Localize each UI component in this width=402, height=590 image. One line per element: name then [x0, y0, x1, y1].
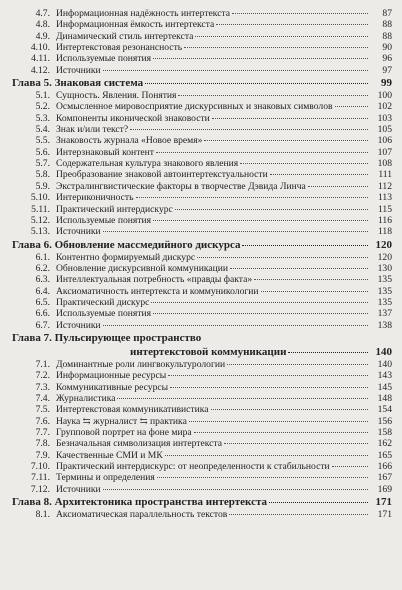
section-title: Интеллектуальная потребность «правды факта» — [56, 274, 253, 286]
page-number: 130 — [377, 262, 392, 274]
section-number: 8.1. — [35, 509, 50, 521]
page-number: 103 — [377, 112, 392, 124]
dot-leader — [153, 220, 368, 221]
dot-leader — [153, 58, 368, 59]
section-number: 5.11. — [31, 203, 50, 215]
page-number: 120 — [375, 238, 392, 251]
dot-leader — [165, 455, 368, 456]
dot-leader — [227, 364, 368, 365]
dot-leader — [157, 477, 368, 478]
toc-entry — [10, 404, 392, 415]
section-title: Групповой портрет на фоне мира — [56, 427, 192, 438]
section-number: 5.12. — [30, 214, 50, 226]
section-number: 5.3. — [35, 112, 50, 124]
section-number: 4.12. — [30, 64, 50, 76]
dot-leader — [224, 443, 368, 444]
toc-entry — [10, 192, 392, 203]
section-number: 4.8. — [35, 19, 50, 31]
dot-leader — [232, 13, 368, 14]
dot-leader — [230, 268, 368, 269]
toc-entry — [10, 274, 392, 285]
page-number: 115 — [377, 203, 392, 215]
page-number: 107 — [377, 146, 392, 158]
section-number: 6.2. — [35, 262, 50, 274]
page-number: 169 — [377, 483, 392, 495]
toc-entry — [10, 263, 392, 274]
page-number: 148 — [377, 392, 392, 404]
section-title: Практический интердискурс: от неопределенности к стабильности — [56, 461, 330, 473]
section-number: 7.4. — [35, 392, 50, 404]
page-number: 118 — [377, 226, 392, 238]
toc-entry — [10, 204, 392, 215]
dot-leader — [103, 231, 368, 232]
section-number: 4.10. — [30, 42, 50, 54]
section-title: Интертекстовая резонансность — [56, 42, 183, 54]
toc-entry — [10, 370, 392, 381]
toc-entry — [10, 135, 392, 146]
dot-leader — [212, 118, 368, 119]
section-title: Журналистика — [56, 392, 116, 404]
toc-entry — [10, 297, 392, 308]
section-title: Качественные СМИ и МК — [56, 449, 163, 461]
page-number: 166 — [377, 461, 392, 473]
toc-entry — [10, 320, 392, 331]
toc-entry — [10, 8, 392, 19]
dot-leader — [168, 375, 368, 376]
section-title: Коммуникативные ресурсы — [56, 381, 169, 393]
toc-entry — [10, 308, 392, 319]
toc-entry — [10, 147, 392, 158]
section-number: 5.5. — [35, 135, 50, 147]
section-number: 6.1. — [35, 251, 50, 263]
section-number: 4.7. — [35, 8, 50, 19]
dot-leader — [269, 502, 368, 503]
chapter-title: Глава 8. Архитектоника пространства интертекста — [12, 496, 268, 509]
section-title: Обновление дискурсивной коммуникации — [56, 262, 229, 274]
section-number: 7.6. — [35, 415, 50, 427]
section-number: 7.10. — [30, 461, 50, 473]
section-title: Термины и определения — [56, 472, 155, 484]
toc-entry — [10, 461, 392, 472]
section-title: Аксиоматическая параллельность текстов — [56, 509, 228, 521]
section-number: 4.9. — [35, 30, 50, 42]
toc-entry — [10, 19, 392, 30]
toc-entry — [10, 65, 392, 76]
toc-entry — [10, 427, 392, 438]
section-title: Преобразование знаковой автоинтертекстуальности — [56, 169, 268, 181]
page-number: 113 — [377, 192, 392, 204]
toc-entry — [10, 215, 392, 226]
section-title: Интертекстовая коммуникативистика — [56, 404, 209, 416]
page-number: 116 — [377, 214, 392, 226]
page-number: 105 — [377, 124, 392, 136]
chapter-title-continued: интертекстовой коммуникации — [130, 345, 287, 358]
dot-leader — [130, 129, 368, 130]
dot-leader — [103, 325, 368, 326]
section-number: 6.5. — [35, 296, 50, 308]
section-title: Динамический стиль интертекста — [56, 30, 194, 42]
page-number: 158 — [377, 427, 392, 438]
toc-entry — [10, 101, 392, 112]
toc-entry — [10, 286, 392, 297]
section-title: Сущность. Явления. Понятия — [56, 90, 177, 102]
section-title: Источники — [56, 226, 101, 238]
dot-leader — [136, 197, 368, 198]
section-title: Источники — [56, 319, 101, 331]
section-number: 7.5. — [35, 404, 50, 416]
dot-leader — [103, 489, 368, 490]
dot-leader — [216, 24, 368, 25]
page-number: 137 — [377, 308, 392, 320]
dot-leader — [240, 163, 368, 164]
page-number: 162 — [377, 438, 392, 450]
section-number: 5.4. — [35, 124, 50, 136]
dot-leader — [308, 186, 368, 187]
page-number: 135 — [377, 285, 392, 297]
page-number: 171 — [377, 509, 392, 521]
toc-chapter — [10, 495, 392, 509]
section-number: 6.7. — [35, 319, 50, 331]
dot-leader — [254, 279, 368, 280]
page-number: 156 — [377, 415, 392, 427]
dot-leader — [229, 514, 368, 515]
page-number: 111 — [378, 169, 392, 181]
section-title: Компоненты иконической знаковости — [56, 112, 210, 124]
section-title: Информационная надёжность интертекста — [56, 8, 231, 19]
section-number: 5.10. — [30, 192, 50, 204]
section-title: Безначальная символизация интертекста — [56, 438, 222, 450]
toc-entry — [10, 382, 392, 393]
page-number: 171 — [375, 496, 392, 509]
toc-entry — [10, 181, 392, 192]
page-number: 102 — [377, 101, 392, 113]
section-title: Экстралингвистические факторы в творчестве Дэвида Линча — [56, 180, 306, 192]
page-number: 138 — [377, 319, 392, 331]
dot-leader — [195, 36, 368, 37]
page-number: 106 — [377, 135, 392, 147]
page-number: 100 — [377, 90, 392, 102]
page-number: 88 — [382, 30, 392, 42]
dot-leader — [151, 302, 368, 303]
dot-leader — [189, 421, 368, 422]
dot-leader — [184, 47, 368, 48]
section-title: Практический дискурс — [56, 296, 150, 308]
dot-leader — [288, 352, 368, 353]
page-number: 154 — [377, 404, 392, 416]
dot-leader — [178, 95, 368, 96]
toc-entry — [10, 484, 392, 495]
section-number: 7.9. — [35, 449, 50, 461]
dot-leader — [156, 152, 368, 153]
toc-entry — [10, 42, 392, 53]
dot-leader — [197, 257, 368, 258]
page-number: 145 — [377, 381, 392, 393]
toc-entry — [10, 90, 392, 101]
section-number: 5.1. — [35, 90, 50, 102]
toc-chapter — [10, 331, 392, 359]
page-number: 99 — [381, 77, 392, 90]
section-title: Наука ⇆ журналист ⇆ практика — [56, 415, 187, 427]
section-number: 5.6. — [35, 146, 50, 158]
section-number: 6.3. — [35, 274, 50, 286]
section-number: 6.6. — [35, 308, 50, 320]
dot-leader — [103, 70, 368, 71]
section-number: 7.11. — [31, 472, 50, 484]
page-number: 112 — [377, 180, 392, 192]
section-title: Знак и/или текст? — [56, 124, 129, 136]
section-number: 7.8. — [35, 438, 50, 450]
page-number: 96 — [382, 53, 392, 65]
section-title: Источники — [56, 64, 101, 76]
dot-leader — [153, 313, 368, 314]
section-title: Практический интердискурс — [56, 203, 173, 215]
page-number: 90 — [382, 42, 392, 54]
section-number: 7.7. — [35, 427, 50, 438]
page-number: 120 — [377, 251, 392, 263]
dot-leader — [211, 409, 368, 410]
dot-leader — [270, 174, 368, 175]
section-title: Интериконичность — [56, 192, 134, 204]
page-number: 87 — [382, 8, 392, 19]
page-number: 167 — [377, 472, 392, 484]
toc-entry — [10, 416, 392, 427]
section-number: 6.4. — [35, 285, 50, 297]
toc-chapter — [10, 76, 392, 90]
section-number: 7.12. — [30, 483, 50, 495]
section-title: Аксиоматичность интертекста и коммуникологии — [56, 285, 259, 297]
page-number: 88 — [382, 19, 392, 31]
page-number: 140 — [375, 345, 392, 358]
toc-entry — [10, 124, 392, 135]
dot-leader — [170, 387, 368, 388]
section-number: 7.2. — [35, 370, 50, 382]
toc-entry — [10, 169, 392, 180]
dot-leader — [335, 106, 368, 107]
page-number: 135 — [377, 274, 392, 286]
section-title: Доминантные роли лингвокультурологии — [56, 358, 226, 370]
section-title: Осмысленное мировосприятие дискурсивных и знаковых символов — [56, 101, 333, 113]
toc-entry — [10, 438, 392, 449]
section-title: Информационная ёмкость интертекста — [56, 19, 215, 31]
section-number: 5.7. — [35, 158, 50, 170]
section-number: 7.1. — [35, 358, 50, 370]
section-title: Контентно формируемый дискурс — [56, 251, 196, 263]
page-number: 140 — [377, 358, 392, 370]
section-title: Используемые понятия — [56, 214, 152, 226]
page-number: 108 — [377, 158, 392, 170]
chapter-title: Глава 5. Знаковая система — [12, 77, 144, 90]
dot-leader — [204, 140, 368, 141]
section-number: 5.13. — [30, 226, 50, 238]
toc-entry — [10, 509, 392, 520]
page-number: 143 — [377, 370, 392, 382]
toc-entry — [10, 113, 392, 124]
toc-entry — [10, 226, 392, 237]
dot-leader — [175, 209, 368, 210]
section-title: Знаковость журнала «Новое время» — [56, 135, 203, 147]
section-title: Используемые понятия — [56, 53, 152, 65]
section-number: 5.2. — [35, 101, 50, 113]
chapter-title: Глава 6. Обновление массмедийного дискурса — [12, 238, 241, 251]
section-title: Информационные ресурсы — [56, 370, 167, 382]
section-title: Содержательная культура знакового явления — [56, 158, 239, 170]
dot-leader — [242, 245, 368, 246]
toc-entry — [10, 31, 392, 42]
toc-entry — [10, 158, 392, 169]
toc-entry — [10, 359, 392, 370]
toc-entry — [10, 472, 392, 483]
toc-entry — [10, 53, 392, 64]
dot-leader — [117, 398, 368, 399]
section-number: 7.3. — [35, 381, 50, 393]
section-number: 5.9. — [35, 180, 50, 192]
section-title: Используемые понятия — [56, 308, 152, 320]
section-number: 5.8. — [35, 169, 50, 181]
section-title: Источники — [56, 483, 101, 495]
section-number: 4.11. — [31, 53, 50, 65]
dot-leader — [145, 83, 368, 84]
page-number: 135 — [377, 296, 392, 308]
dot-leader — [261, 291, 368, 292]
toc-entry — [10, 252, 392, 263]
page-number: 97 — [382, 64, 392, 76]
dot-leader — [332, 466, 368, 467]
dot-leader — [194, 432, 368, 433]
section-title: Интерзнаковый контент — [56, 146, 154, 158]
toc-entry — [10, 450, 392, 461]
toc-entry — [10, 393, 392, 404]
chapter-title: Глава 7. Пульсирующее пространство — [12, 331, 202, 344]
toc-chapter — [10, 238, 392, 252]
page-number: 165 — [377, 449, 392, 461]
